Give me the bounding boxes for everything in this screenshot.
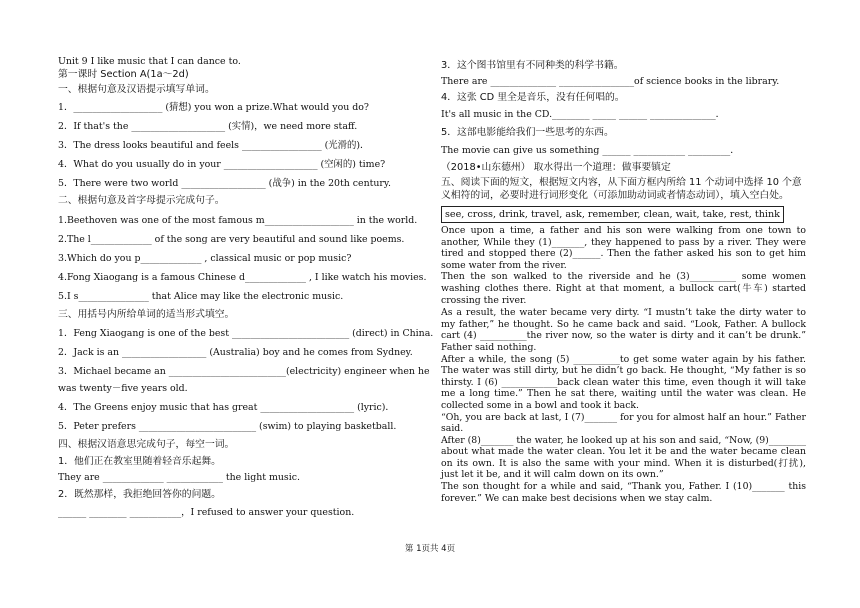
passage-3: As a result, the water became very dirty. “I mustn’t take the dirty water to my father,” he thought. So he came back and said. “Look, Father. A bullock cart (4) __________the river now, so the water is dirty and it can’t be drunk.” Father said nothing. (441, 307, 806, 353)
reading-passage (441, 225, 806, 504)
left-16: 1．Feng Xiaogang is one of the best _________________________ (direct) in China. (58, 328, 434, 339)
left-23: 1．他们正在教室里随着轻音乐起舞。 (58, 456, 221, 467)
passage-4: After a while, the song (5) __________to get some water again by his father. The water was still dirty, but he didn’t go back. He thought, “My father is so thirsty. I (6) ____________back clean water this time, even though it will take me a long time.” Then he sat there, waiting until the water was clean. He collected some in a bowl and took it back. (441, 353, 806, 411)
left-2: 第一课时 Section A(1a～2d) (58, 69, 189, 80)
left-7: 4．What do you usually do in your ____________________ (空闲的) time? (58, 159, 386, 170)
left-18: 3．Michael became an _________________________(electricity) engineer when he (58, 366, 430, 377)
right-top-1: 3．这个图书馆里有不同种类的科学书籍。 (441, 60, 624, 71)
left-17: 2．Jack is an __________________ (Australia) boy and he comes from Sydney. (58, 347, 413, 358)
right-top-7: （2018•山东德州） 取水得出一个道理：做事要镇定 (441, 162, 671, 173)
right-top-8: 五、阅读下面的短文，根据短文内容，从下面方框内所给 11 个动词中选择 10 个意义相符的词，必要时进行词形变化（可添加助动词或者情态动词），填入空白处。 (441, 177, 802, 201)
left-19: was twenty－five years old. (58, 383, 188, 394)
left-3: 一、根据句意及汉语提示填写单词。 (58, 84, 215, 95)
left-14: 5.I s_______________ that Alice may like the electronic music. (58, 291, 344, 302)
right-top-6: The movie can give us something ______ ___________ _________． (441, 145, 740, 156)
left-5: 2．If that's the ____________________ (实情)，we need more staff. (58, 121, 358, 132)
left-22: 四、根据汉语意思完成句子，每空一词。 (58, 439, 235, 450)
left-15: 三、用括号内所给单词的适当形式填空。 (58, 309, 235, 320)
passage-1: Once upon a time, a father and his son were walking from one town to another, While they (1)_______, they happened to pass by a river. They were tired and stopped there (2)______. Then the father asked his son to get him some water from the river. (441, 225, 806, 271)
left-4: 1．___________________ (猜想) you won a prize.What would you do? (58, 102, 369, 113)
left-6: 3．The dress looks beautiful and feels _________________ (光滑的)． (58, 140, 370, 151)
left-25: 2．既然那样，我拒绝回答你的问题。 (58, 489, 221, 500)
page-footer: 第 1页共 4页 (404, 544, 456, 554)
left-21: 5．Peter prefers _________________________ (swim) to playing basketball. (58, 421, 397, 432)
left-1: Unit 9 I like music that I can dance to. (58, 56, 241, 67)
left-8: 5．There were two world __________________ (战争) in the 20th century. (58, 178, 391, 189)
right-top-5: 5．这部电影能给我们一些思考的东西。 (441, 127, 614, 138)
passage-7: The son thought for a while and said, “Thank you, Father. I (10)_______ this forever.” We can make best decisions when we stay calm. (441, 481, 806, 504)
word-box: see, cross, drink, travel, ask, remember, clean, wait, take, rest, think (441, 206, 784, 223)
left-9: 二、根据句意及首字母提示完成句子。 (58, 195, 225, 206)
right-top-block (441, 59, 806, 202)
left-11: 2.The l_____________ of the song are very beautiful and sound like poems. (58, 234, 405, 245)
left-24: They are _____________ ____________ the light music. (58, 472, 300, 483)
left-13: 4.Fong Xiaogang is a famous Chinese d_____________ , I like watch his movies. (58, 272, 427, 283)
right-top-2: There are ______________ ________________of science books in the library. (441, 76, 780, 87)
left-column (58, 56, 434, 519)
right-top-3: 4．这张 CD 里全是音乐，没有任何唱的。 (441, 92, 625, 103)
left-10: 1.Beethoven was one of the most famous m___________________ in the world. (58, 215, 418, 226)
right-top-4: It's all music in the CD.________ _____ ______ ______________． (441, 109, 726, 120)
left-26: ______ ________ ___________，I refused to answer your question. (58, 507, 355, 518)
right-column (441, 56, 806, 504)
left-20: 4．The Greens enjoy music that has great ____________________ (lyric)． (58, 402, 395, 413)
passage-5: “Oh, you are back at last, I (7)_______ for you for almost half an hour.” Father said. (441, 411, 806, 435)
passage-2: Then the son walked to the riverside and he (3)__________ some women washing clothes there. Right at that moment, a bullock cart(牛车) started crossing the river. (441, 271, 806, 306)
passage-6: After (8)_______ the water, he looked up at his son and said, “Now, (9)________ about what made the water clean. You let it be and the water became clean on its own. It is also the same with your mind. When it is disturbed(打扰), just let it be, and it will calm down on its own.” (441, 434, 806, 481)
left-12: 3.Which do you p_____________ , classical music or pop music? (58, 253, 352, 264)
